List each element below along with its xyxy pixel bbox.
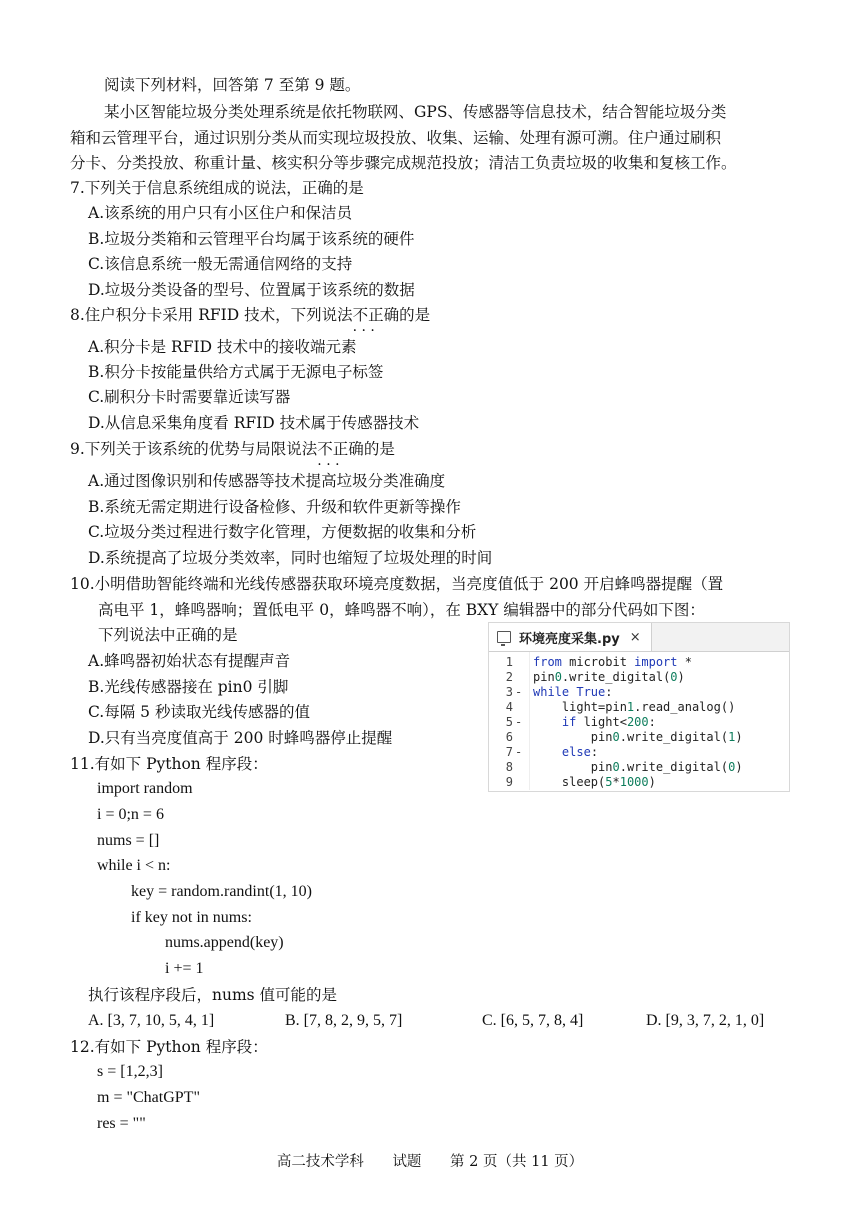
question-11-option-c: C. [6, 5, 7, 8, 4] [482,1012,584,1029]
q11-code-line-5: key = random.randint(1, 10) [131,883,312,900]
editor-tab[interactable] [489,623,652,651]
question-8-option-a: A.积分卡是 RFID 技术中的接收端元素 [88,338,357,356]
editor-tab-bar [489,623,789,652]
material-paragraph-line-2: 箱和云管理平台，通过识别分类从而实现垃圾投放、收集、运输、处理有源可溯。住户通过刷积 [70,129,722,147]
question-9-stem [70,438,395,460]
footer-subject: 高二技术学科 [276,1154,364,1170]
question-9-option-d: D.系统提高了垃圾分类效率，同时也缩短了垃圾处理的时间 [88,549,493,567]
question-7-option-a: A.该系统的用户只有小区住户和保洁员 [88,204,353,222]
question-8-stem-prefix: 8.住户积分卡采用 RFID 技术，下列说法 [70,306,353,324]
line-number: 4 [505,700,513,714]
material-intro: 阅读下列材料，回答第 7 至第 9 题。 [104,76,361,94]
question-10-option-c: C.每隔 5 秒读取光线传感器的值 [88,703,310,721]
code-editor-screenshot [488,622,790,792]
question-9-stem-suffix: 的是 [363,440,395,458]
code-text: if light<200: [561,715,656,729]
question-11-stem: 11.有如下 Python 程序段： [70,755,268,773]
q11-code-line-2: i = 0;n = 6 [97,806,164,823]
code-text: sleep(5*1000) [533,775,656,789]
q11-code-line-1: import random [97,780,193,797]
line-number: 7 [505,745,513,759]
line-number: 5 [505,715,513,729]
question-11-option-b: B. [7, 8, 2, 9, 5, 7] [285,1012,403,1029]
question-8-option-d: D.从信息采集角度看 RFID 技术属于传感器技术 [88,414,420,432]
question-10-option-b: B.光线传感器接在 pin0 引脚 [88,678,289,696]
question-9-stem-prefix: 9.下列关于该系统的优势与局限说法 [70,440,318,458]
question-10-stem-line-1: 10.小明借助智能终端和光线传感器获取环境亮度数据，当亮度值低于 200 开启蜂鸣器提醒（置 [70,575,724,593]
code-text: pin0.write_digital(0) [533,760,743,774]
editor-code-line[interactable] [489,775,789,790]
question-7-stem: 7.下列关于信息系统组成的说法，正确的是 [70,179,364,197]
editor-code-line[interactable] [489,700,789,715]
fold-toggle-icon[interactable]: - [515,715,523,729]
material-paragraph-line-3: 分卡、分类投放、称重计量、核实积分等步骤完成规范投放；清洁工负责垃圾的收集和复核工作。 [70,154,737,172]
question-12-stem: 12.有如下 Python 程序段： [70,1038,268,1056]
code-text: pin0.write_digital(1) [533,730,743,744]
q12-code-line-2: m = "ChatGPT" [97,1089,200,1106]
editor-code-line[interactable] [489,745,789,760]
question-11-option-d: D. [9, 3, 7, 2, 1, 0] [646,1012,765,1029]
code-text: light=pin1.read_analog() [533,700,736,714]
line-number: 3 [505,685,513,699]
editor-tab-title: 环境亮度采集.py [519,631,620,647]
question-8-option-b: B.积分卡按能量供给方式属于无源电子标签 [88,363,384,381]
fold-toggle-icon[interactable]: - [515,745,523,759]
question-8-option-c: C.刷积分卡时需要靠近读写器 [88,388,291,406]
question-8-stem [70,304,430,326]
question-7-option-c: C.该信息系统一般无需通信网络的支持 [88,255,353,273]
question-9-emphasis: 不正确 · · · [317,440,364,458]
page-footer [0,1150,860,1171]
close-tab-icon[interactable]: × [629,629,641,645]
editor-code-line[interactable] [489,730,789,745]
line-number: 8 [505,760,513,774]
question-8-emphasis: 不正确 · · · [353,306,400,324]
q11-code-line-7: nums.append(key) [165,934,284,951]
question-11-after-text: 执行该程序段后，nums 值可能的是 [88,986,338,1004]
fold-toggle-icon[interactable]: - [515,685,523,699]
line-number: 6 [505,730,513,744]
question-9-option-a: A.通过图像识别和传感器等技术提高垃圾分类准确度 [88,472,446,490]
question-7-option-d: D.垃圾分类设备的型号、位置属于该系统的数据 [88,281,415,299]
code-text: while True: [533,685,613,699]
code-text: pin0.write_digital(0) [533,670,685,684]
question-10-option-a: A.蜂鸣器初始状态有提醒声音 [88,652,291,670]
q11-code-line-4: while i < n: [97,857,171,874]
line-number: 2 [505,670,513,684]
editor-code-line[interactable] [489,670,789,685]
editor-code-line[interactable] [489,655,789,670]
footer-page-number: 第 2 页（共 11 页） [450,1154,584,1170]
question-10-option-d: D.只有当亮度值高于 200 时蜂鸣器停止提醒 [88,729,393,747]
q12-code-line-3: res = "" [97,1115,146,1132]
question-7-option-b: B.垃圾分类箱和云管理平台均属于该系统的硬件 [88,230,415,248]
code-text: else: [561,745,599,759]
question-9-option-b: B.系统无需定期进行设备检修、升级和软件更新等操作 [88,498,461,516]
q11-code-line-6: if key not in nums: [131,909,252,926]
q11-code-line-3: nums = [] [97,832,160,849]
footer-kind: 试题 [392,1154,422,1170]
code-text: from microbit import * [533,655,692,669]
question-9-option-c: C.垃圾分类过程进行数字化管理，方便数据的收集和分析 [88,523,477,541]
editor-code-area[interactable] [489,652,789,790]
q12-code-line-1: s = [1,2,3] [97,1063,163,1080]
line-number: 9 [505,775,513,789]
question-8-stem-suffix: 的是 [399,306,431,324]
question-10-stem-line-3: 下列说法中正确的是 [98,626,238,644]
material-paragraph-line-1: 某小区智能垃圾分类处理系统是依托物联网、GPS、传感器等信息技术，结合智能垃圾分类 [104,103,727,121]
monitor-icon [497,631,511,643]
editor-code-line[interactable] [489,760,789,775]
editor-code-line[interactable] [489,685,789,700]
line-number: 1 [505,655,513,669]
question-11-option-a: A. [3, 7, 10, 5, 4, 1] [88,1012,215,1029]
q11-code-line-8: i += 1 [165,960,204,977]
question-10-stem-line-2: 高电平 1，蜂鸣器响；置低电平 0，蜂鸣器不响），在 BXY 编辑器中的部分代码如下图： [98,601,705,619]
editor-code-line[interactable] [489,715,789,730]
